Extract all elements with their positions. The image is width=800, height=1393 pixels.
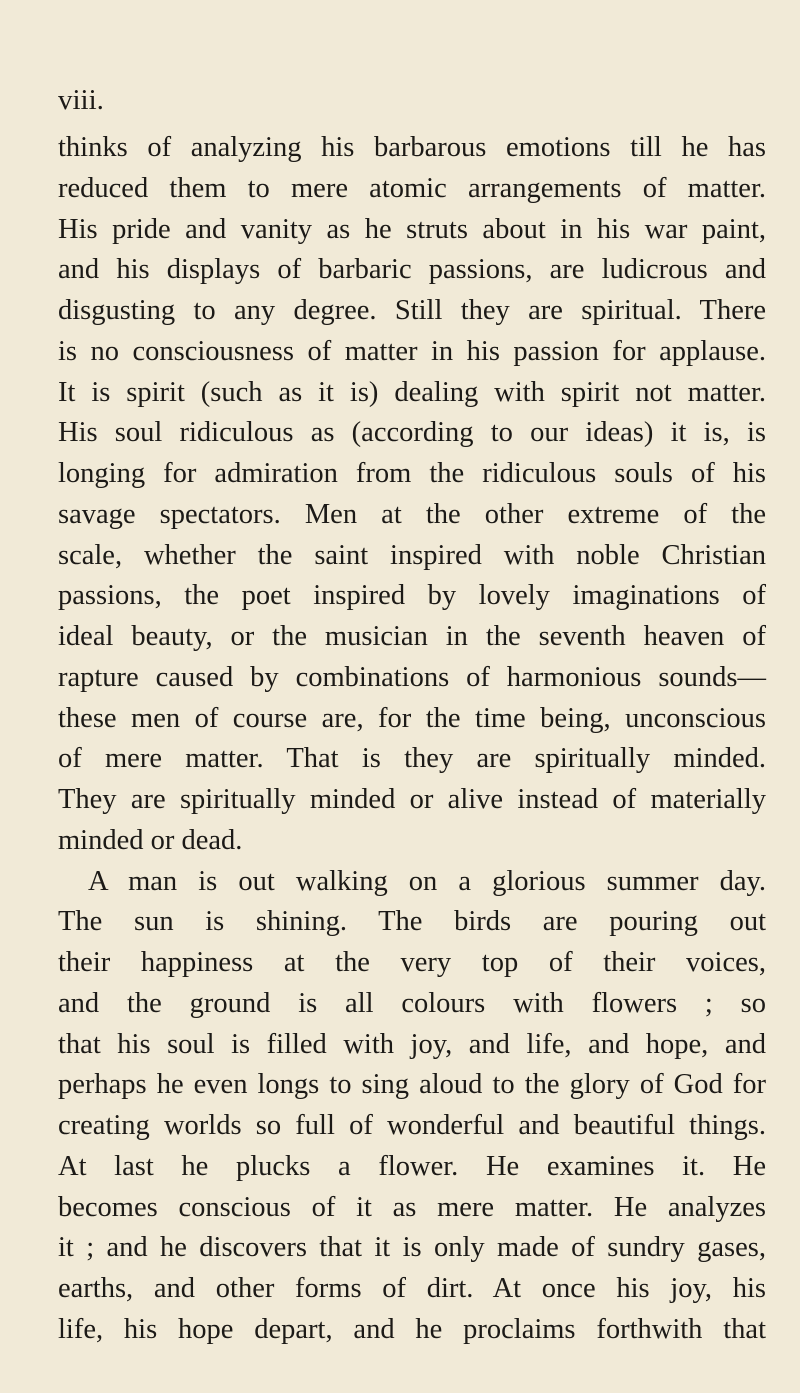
text-line: scale, whether the saint inspired with noble Christian	[58, 539, 766, 571]
text-line: The sun is shining. The birds are pouring out	[58, 906, 766, 938]
text-line: ideal beauty, or the musician in the seventh heaven of	[58, 621, 766, 652]
text-line: savage spectators. Men at the other extreme of the	[58, 498, 766, 530]
text-line: They are spiritually minded or alive instead of materially	[58, 784, 766, 815]
text-line: and his displays of barbaric passions, are ludicrous and	[58, 254, 766, 286]
text-line: perhaps he even longs to sing aloud to the glory of God for	[58, 1069, 766, 1101]
text-line: His soul ridiculous as (according to our ideas) it is, is	[58, 417, 766, 449]
text-line: of mere matter. That is they are spiritually minded.	[58, 743, 766, 775]
text-line: it ; and he discovers that it is only made of sundry gases,	[58, 1232, 766, 1264]
text-line: reduced them to mere atomic arrangements of matter.	[58, 172, 766, 204]
text-line: disgusting to any degree. Still they are spiritual. There	[58, 295, 766, 326]
text-line: passions, the poet inspired by lovely imaginations of	[58, 580, 766, 612]
text-line: their happiness at the very top of their voices,	[58, 947, 766, 978]
text-line: A man is out walking on a glorious summer day.	[88, 865, 766, 897]
text-line: and the ground is all colours with flowers ; so	[58, 987, 766, 1019]
text-line: thinks of analyzing his barbarous emotions till he has	[58, 132, 766, 163]
text-line: earths, and other forms of dirt. At once his joy, his	[58, 1273, 766, 1304]
text-line: minded or dead.	[58, 824, 243, 856]
text-line: rapture caused by combinations of harmonious sounds—	[58, 661, 766, 693]
text-line: At last he plucks a flower. He examines it. He	[58, 1150, 766, 1182]
text-line: becomes conscious of it as mere matter. He analyzes	[58, 1191, 766, 1223]
text-line: longing for admiration from the ridiculous souls of his	[58, 458, 766, 489]
text-line: It is spirit (such as it is) dealing with spirit not matter.	[58, 376, 766, 408]
text-line: these men of course are, for the time being, unconscious	[58, 702, 766, 734]
page-number: viii.	[58, 84, 104, 116]
text-line: life, his hope depart, and he proclaims forthwith that	[58, 1313, 766, 1345]
text-line: is no consciousness of matter in his passion for applause.	[58, 335, 766, 367]
body-text	[58, 128, 766, 1351]
text-line: that his soul is filled with joy, and life, and hope, and	[58, 1028, 766, 1060]
text-line: His pride and vanity as he struts about in his war paint,	[58, 213, 766, 245]
text-line: creating worlds so full of wonderful and beautiful things.	[58, 1110, 766, 1141]
